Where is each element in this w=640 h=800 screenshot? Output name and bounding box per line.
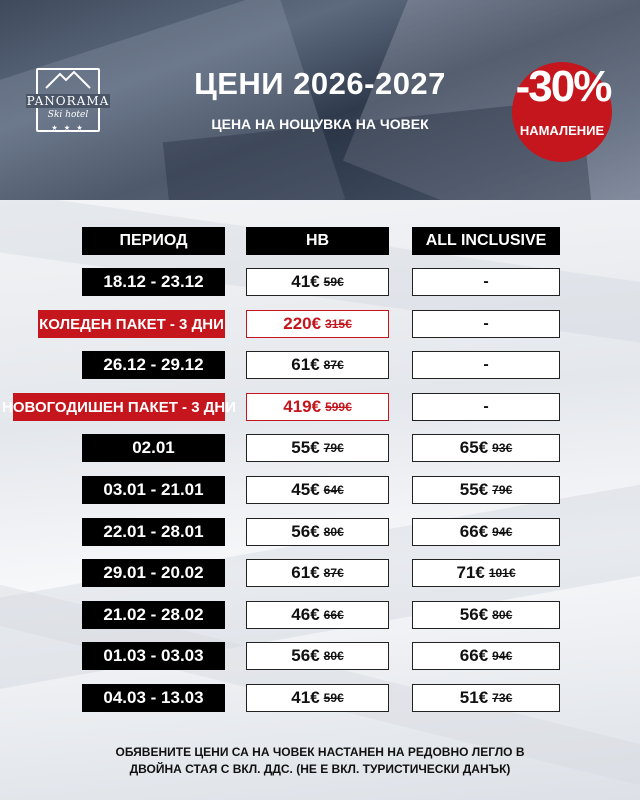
ai-old-price: 80€ — [492, 608, 513, 622]
hb-price: 220€ — [283, 314, 322, 333]
hb-old-price: 599€ — [325, 400, 352, 414]
hb-old-price: 315€ — [325, 317, 352, 331]
hb-old-price: 64€ — [323, 483, 344, 497]
hb-price: 56€ — [291, 522, 320, 541]
hb-price: 45€ — [291, 480, 320, 499]
ai-old-price: 79€ — [492, 483, 513, 497]
ai-price-cell — [412, 393, 560, 421]
period-cell: 02.01 — [82, 434, 225, 462]
period-cell: КОЛЕДЕН ПАКЕТ - 3 ДНИ — [38, 310, 225, 338]
period-cell: 21.02 - 28.02 — [82, 601, 225, 629]
period-cell: 04.03 - 13.03 — [82, 684, 225, 712]
hb-price-cell — [246, 351, 389, 379]
hb-old-price: 87€ — [323, 566, 344, 580]
ai-price-cell — [412, 434, 560, 462]
period-cell: 01.03 - 03.03 — [82, 642, 225, 670]
ai-old-price: 94€ — [492, 525, 513, 539]
hb-price: 419€ — [283, 397, 322, 416]
hb-old-price: 80€ — [323, 525, 344, 539]
hb-price: 61€ — [291, 563, 320, 582]
hb-old-price: 87€ — [323, 358, 344, 372]
column-header-all-inclusive: ALL INCLUSIVE — [412, 227, 560, 255]
mountain-icon — [44, 70, 92, 90]
footer-line: ОБЯВЕНИТЕ ЦЕНИ СА НА ЧОВЕК НАСТАНЕН НА РЕДОВНО ЛЕГЛО В — [115, 745, 525, 759]
logo-name: PANORAMA — [26, 94, 110, 108]
hb-price-cell — [246, 559, 389, 587]
hb-old-price: 59€ — [323, 275, 344, 289]
ai-price: 66€ — [459, 646, 489, 665]
column-header-hb: HB — [246, 227, 389, 255]
hb-price: 55€ — [291, 438, 320, 457]
ai-price-cell — [412, 559, 560, 587]
discount-percent: -30% — [515, 62, 611, 111]
discount-label: НАМАЛЕНИЕ — [519, 123, 605, 138]
ai-price-cell — [412, 476, 560, 504]
ai-old-price: 94€ — [492, 649, 513, 663]
ai-price: - — [483, 315, 489, 332]
hb-price: 61€ — [291, 355, 320, 374]
ai-price-cell — [412, 601, 560, 629]
logo-subtitle: Ski hotel — [47, 110, 89, 120]
ai-price: - — [483, 398, 489, 415]
hb-price-cell — [246, 518, 389, 546]
ai-price-cell — [412, 351, 560, 379]
period-cell: 26.12 - 29.12 — [82, 351, 225, 379]
period-cell: 29.01 - 20.02 — [82, 559, 225, 587]
ai-price: 66€ — [459, 522, 489, 541]
logo-stars: ★ ★ ★ — [51, 124, 85, 132]
hb-price-cell — [246, 684, 389, 712]
ai-price-cell — [412, 518, 560, 546]
ai-price: 71€ — [456, 563, 485, 582]
hb-price-cell — [246, 642, 389, 670]
hb-price: 41€ — [291, 688, 320, 707]
hb-price-cell — [246, 476, 389, 504]
ai-old-price: 93€ — [492, 441, 513, 455]
hb-price-cell — [246, 393, 389, 421]
hb-old-price: 59€ — [323, 691, 344, 705]
hb-price-cell — [246, 601, 389, 629]
hb-price: 41€ — [291, 272, 320, 291]
hb-price-cell — [246, 310, 389, 338]
hotel-logo — [26, 68, 108, 138]
period-cell: 03.01 - 21.01 — [82, 476, 225, 504]
footer-line: ДВОЙНА СТАЯ С ВКЛ. ДДС. (НЕ Е ВКЛ. ТУРИСТИЧЕСКИ ДАНЪК) — [129, 762, 511, 776]
ai-price: 55€ — [459, 480, 489, 499]
period-cell: 18.12 - 23.12 — [82, 268, 225, 296]
footer-note — [60, 744, 580, 778]
ai-price: 56€ — [459, 605, 489, 624]
column-header-period: ПЕРИОД — [82, 227, 225, 255]
ai-price-cell — [412, 642, 560, 670]
hb-price: 56€ — [291, 646, 320, 665]
ai-price: 51€ — [459, 688, 489, 707]
period-cell: 22.01 - 28.01 — [82, 518, 225, 546]
ai-price-cell — [412, 684, 560, 712]
hb-price-cell — [246, 268, 389, 296]
ai-price: 65€ — [459, 438, 489, 457]
ai-old-price: 73€ — [492, 691, 513, 705]
ai-price-cell — [412, 310, 560, 338]
hb-old-price: 80€ — [323, 649, 344, 663]
ai-old-price: 101€ — [488, 566, 516, 580]
ai-price-cell — [412, 268, 560, 296]
hb-price: 46€ — [291, 605, 320, 624]
hb-price-cell — [246, 434, 389, 462]
hb-old-price: 79€ — [323, 441, 344, 455]
period-cell: НОВОГОДИШЕН ПАКЕТ - 3 ДНИ — [13, 393, 225, 421]
page-subtitle: ЦЕНА НА НОЩУВКА НА ЧОВЕК — [211, 116, 429, 132]
ai-price: - — [483, 273, 489, 290]
ai-price: - — [483, 356, 489, 373]
page-title: ЦЕНИ 2026-2027 — [194, 66, 446, 101]
hb-old-price: 66€ — [323, 608, 344, 622]
